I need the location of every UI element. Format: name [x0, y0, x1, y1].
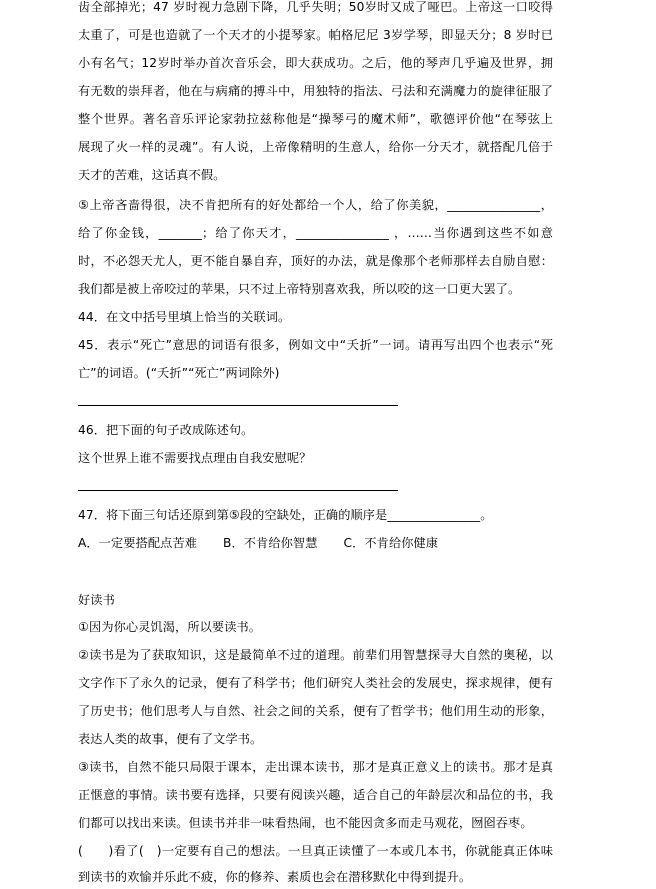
answer-line-45[interactable]	[78, 405, 398, 406]
passage2-p2-line-3: 了历史书；他们思考人与自然、社会之间的关系，便有了哲学书；他们用生动的形象，	[78, 704, 553, 718]
paragraph5-line-2: 给了你金钱，_______；给了你天才，_______________ ，……当你遇到这些不如意	[78, 226, 553, 240]
passage1-line-1: 齿全部掉光；47 岁时视力急剧下降，几乎失明；50岁时又成了哑巴。上帝这一口咬得	[78, 0, 553, 14]
passage2-title: 好读书	[78, 593, 115, 607]
paragraph5-line-4: 我们都是被上帝咬过的苹果，只不过上帝特别喜欢我，所以咬的这一口更大罢了。	[78, 282, 521, 296]
question-46-line-2: 这个世界上谁不需要找点理由自我安慰呢？	[78, 451, 312, 465]
passage1-line-2: 太重了，可是也造就了一个天才的小提琴家。帕格尼尼 3岁学琴，即显天分；8 岁时已	[78, 28, 553, 42]
passage2-p3-line-4: ( )看了( )一定要有自己的想法。一旦真正读懂了一本或几本书，你就能真正体味	[78, 844, 553, 858]
paragraph5-line-3: 时，不必怨天尤人，更不能自暴自弃，顶好的办法，就是像那个老师那样去自励自慰：	[78, 254, 553, 268]
question-45-line-1: 45．表示“死亡”意思的词语有很多，例如文中“夭折”一词。请再写出四个也表示“死	[78, 338, 553, 352]
question-47: 47．将下面三句话还原到第⑤段的空缺处，正确的顺序是_______________。	[78, 508, 493, 522]
passage2-p3-line-3: 们都可以找出来读。但读书并非一味看热闹，也不能因贪多而走马观花，囫囵吞枣。	[78, 816, 533, 830]
answer-line-46[interactable]	[78, 490, 398, 491]
passage1-line-4: 有无数的崇拜者，他在与病痛的搏斗中，用独特的指法、弓法和充满魔力的旋律征服了	[78, 84, 553, 98]
paragraph5-line-1: ⑤上帝吝啬得很，决不肯把所有的好处都给一个人，给了你美貌，_______________，	[78, 198, 553, 212]
passage1-line-6: 展现了火一样的灵魂”。有人说，上帝像精明的生意人，给你一分天才，就搭配几倍于	[78, 140, 553, 154]
passage2-p2-line-1: ②读书是为了获取知识，这是最简单不过的道理。前辈们用智慧探寻大自然的奥秘，以	[78, 648, 553, 662]
passage2-p2-line-2: 文字作下了永久的记录，便有了科学书；他们研究人类社会的发展史，探求规律，便有	[78, 676, 553, 690]
question-47-options	[78, 531, 553, 555]
option-b: B．不肯给你智慧	[223, 536, 318, 550]
passage2-p2-line-4: 表达人类的故事，便有了文学书。	[78, 732, 263, 746]
question-45-line-2: 亡”的词语。(“夭折”“死亡”两词除外)	[78, 366, 280, 380]
passage2-paragraph-1: ①因为你心灵饥渴，所以要读书。	[78, 620, 262, 634]
option-a: A．一定要搭配点苦难	[78, 536, 198, 550]
passage2-p3-line-1: ③读书，自然不能只局限于课本，走出课本读书，那才是真正意义上的读书。那才是真	[78, 760, 553, 774]
passage1-line-3: 小有名气；12岁时举办首次音乐会，即大获成功。之后，他的琴声几乎遍及世界，拥	[78, 56, 553, 70]
passage1-line-5: 整个世界。著名音乐评论家勃拉兹称他是“操琴弓的魔术师”，歌德评价他“在琴弦上	[78, 112, 553, 126]
question-44: 44．在文中括号里填上恰当的关联词。	[78, 310, 291, 324]
question-46-line-1: 46．把下面的句子改成陈述句。	[78, 423, 254, 437]
option-c: C．不肯给你健康	[343, 536, 439, 550]
passage1-line-7: 天才的苦难，这话真不假。	[78, 168, 226, 182]
passage2-p3-line-2: 正惬意的事情。读书要有选择，只要有阅读兴趣，适合自己的年龄层次和品位的书，我	[78, 788, 553, 802]
passage2-p3-line-5: 到读书的欢愉并乐此不疲，你的修养、素质也会在潜移默化中得到提升。	[78, 870, 472, 884]
